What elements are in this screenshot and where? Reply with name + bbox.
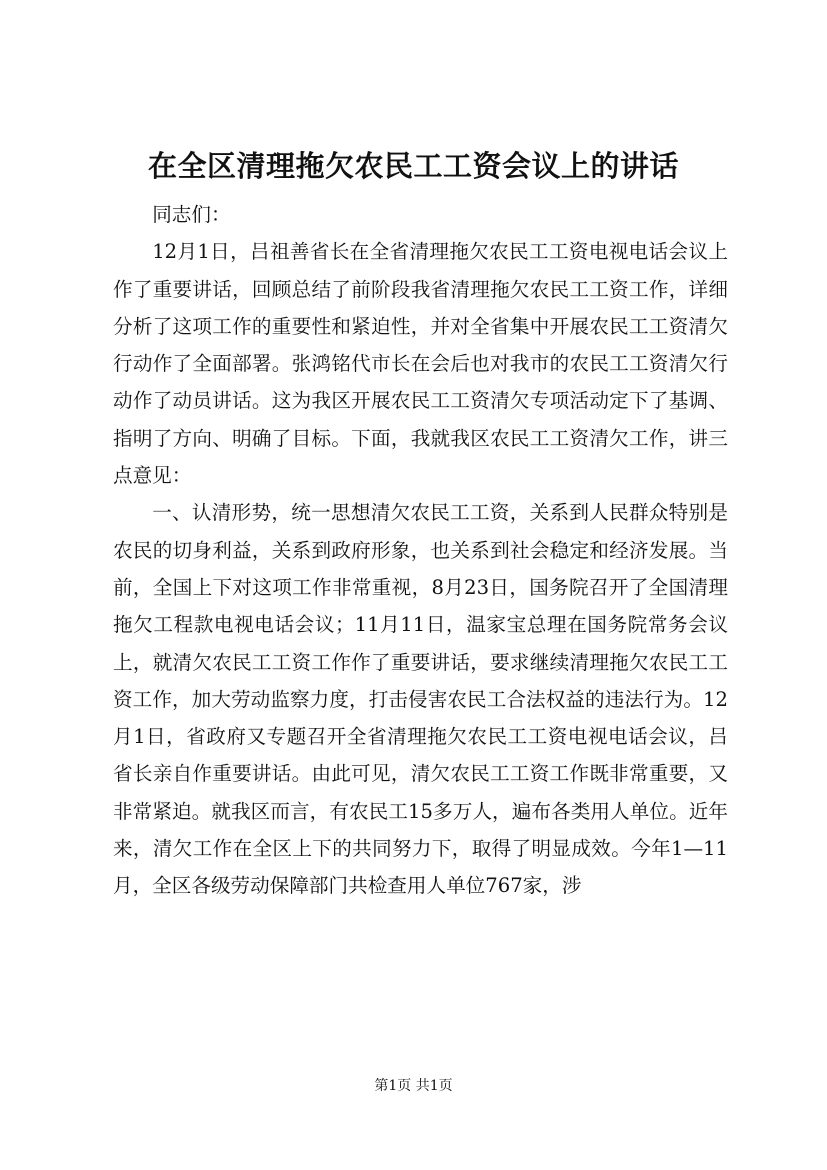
paragraph-2: 一、认清形势，统一思想清欠农民工工资，关系到人民群众特别是农民的切身利益，关系到政府形象，也关系到社会稳定和经济发展。当前，全国上下对这项工作非常重视，8月23日，国务院召开了全国清理拖欠工程款电视电话会议；11月11日，温家宝总理在国务院常务会议上，就清欠农民工工资工作作了重要讲话，要求继续清理拖欠农民工工资工作，加大劳动监察力度，打击侵害农民工合法权益的违法行为。12月1日，省政府又专题召开全省清理拖欠农民工工资电视电话会议，吕省长亲自作重要讲话。由此可见，清欠农民工工资工作既非常重要，又非常紧迫。就我区而言，有农民工15多万人，遍布各类用人单位。近年来，清欠工作在全区上下的共同努力下，取得了明显成效。今年1—11月，全区各级劳动保障部门共检查用人单位767家，涉 [113,501,728,898]
document-title: 在全区清理拖欠农民工工资会议上的讲话 [147,149,679,183]
salutation: 同志们： [152,203,231,226]
page-footer: 第1页 共1页 [374,1078,453,1094]
document-body [113,196,728,905]
paragraph-1: 12月1日，吕祖善省长在全省清理拖欠农民工工资电视电话会议上作了重要讲话，回顾总结了前阶段我省清理拖欠农民工工资工作，详细分析了这项工作的重要性和紧迫性，并对全省集中开展农民工工资清欠行动作了全面部署。张鸿铭代市长在会后也对我市的农民工工资清欠行动作了动员讲话。这为我区开展农民工工资清欠专项活动定下了基调、指明了方向、明确了目标。下面，我就我区农民工工资清欠工作，讲三点意见： [113,240,728,488]
